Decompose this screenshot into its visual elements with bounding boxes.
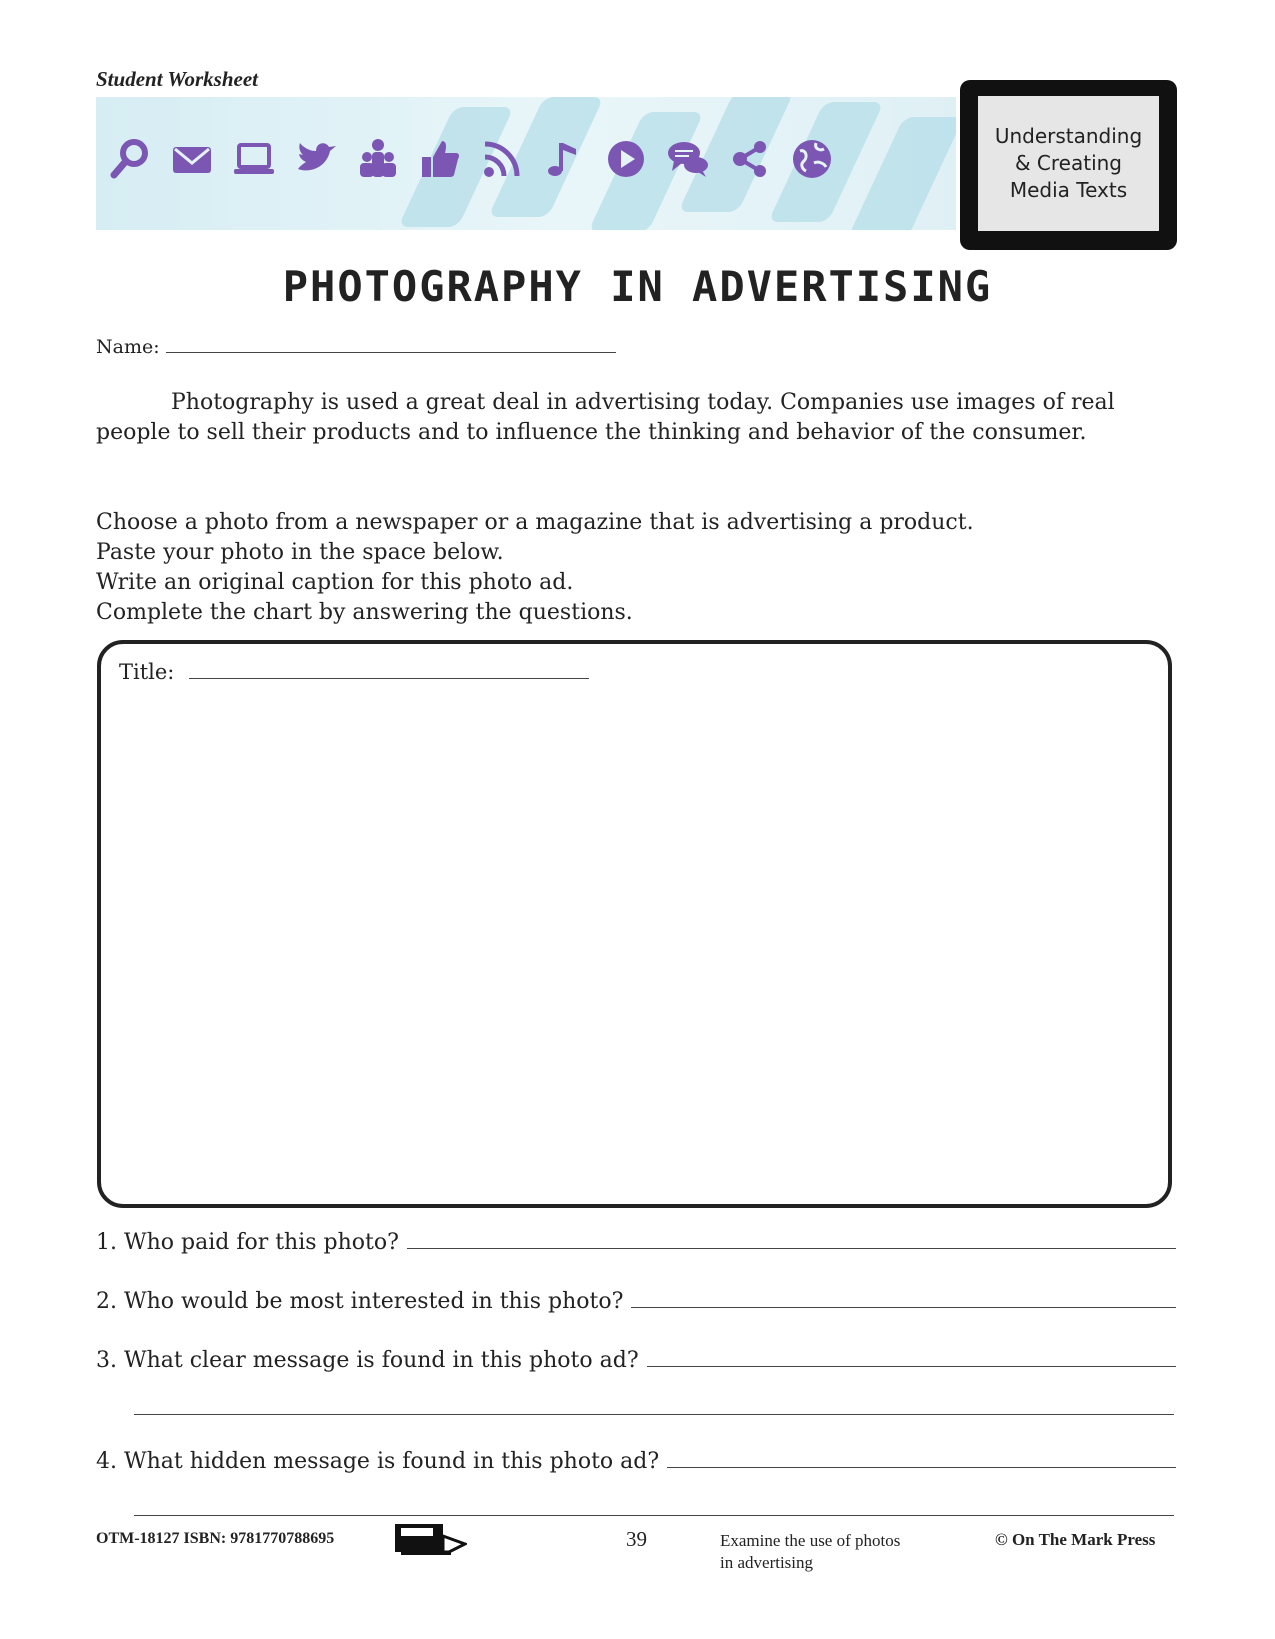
page-number: 39: [626, 1527, 647, 1551]
instruction-line: Choose a photo from a newspaper or a magazine that is advertising a product.: [96, 510, 974, 535]
people-group-icon: [356, 137, 400, 181]
globe-icon: [790, 137, 834, 181]
mail-icon: [170, 137, 214, 181]
question-text: 3. What clear message is found in this photo ad?: [96, 1348, 639, 1373]
footer-description-line: in advertising: [720, 1553, 814, 1572]
question-text: 4. What hidden message is found in this photo ad?: [96, 1449, 660, 1474]
answer-line[interactable]: [667, 1466, 1176, 1468]
computer-icon: [393, 1522, 467, 1560]
question-2[interactable]: [96, 1289, 1176, 1314]
question-3[interactable]: [96, 1348, 1176, 1373]
rss-icon: [480, 137, 524, 181]
answer-line-extra[interactable]: [134, 1514, 1174, 1516]
laptop-icon: [232, 137, 276, 181]
search-icon: [108, 137, 152, 181]
instructions: [96, 508, 1176, 628]
photo-paste-box[interactable]: [97, 640, 1172, 1208]
question-4[interactable]: [96, 1449, 1176, 1474]
footer-code: OTM-18127 ISBN: 9781770788695: [96, 1530, 335, 1547]
tablet-text-line: Understanding: [994, 124, 1143, 148]
copyright: © On The Mark Press: [995, 1530, 1156, 1549]
media-icons-banner: [96, 97, 956, 230]
question-text: 1. Who paid for this photo?: [96, 1230, 399, 1255]
answer-line[interactable]: [647, 1365, 1176, 1367]
tablet-badge: [960, 80, 1177, 250]
answer-line[interactable]: [631, 1306, 1176, 1308]
thumbs-up-icon: [418, 137, 462, 181]
tablet-text-line: & Creating: [1014, 151, 1122, 175]
page-title: PHOTOGRAPHY IN ADVERTISING: [282, 262, 993, 311]
answer-line[interactable]: [407, 1247, 1176, 1249]
box-title-blank[interactable]: [189, 677, 589, 679]
chat-bubbles-icon: [666, 137, 710, 181]
tablet-screen: [978, 96, 1159, 231]
question-1[interactable]: [96, 1230, 1176, 1255]
play-icon: [604, 137, 648, 181]
instruction-line: Write an original caption for this photo ad.: [96, 570, 574, 595]
worksheet-label: Student Worksheet: [96, 67, 259, 91]
instruction-line: Complete the chart by answering the questions.: [96, 600, 633, 625]
name-blank[interactable]: [166, 351, 616, 353]
music-note-icon: [542, 137, 586, 181]
share-icon: [728, 137, 772, 181]
footer-description: [720, 1530, 900, 1574]
twitter-bird-icon: [294, 137, 338, 181]
box-title-label: Title:: [119, 660, 175, 684]
name-field[interactable]: [96, 336, 616, 358]
instruction-line: Paste your photo in the space below.: [96, 540, 504, 565]
question-text: 2. Who would be most interested in this photo?: [96, 1289, 624, 1314]
name-label: Name:: [96, 336, 160, 358]
tablet-text-line: Media Texts: [1009, 178, 1128, 202]
box-title-field[interactable]: [119, 660, 589, 684]
footer-description-line: Examine the use of photos: [720, 1531, 901, 1550]
intro-paragraph: Photography is used a great deal in advertising today. Companies use images of real people to sell their products and to influence the thinking and behavior of the consumer.: [96, 390, 1115, 445]
answer-line-extra[interactable]: [134, 1413, 1174, 1415]
